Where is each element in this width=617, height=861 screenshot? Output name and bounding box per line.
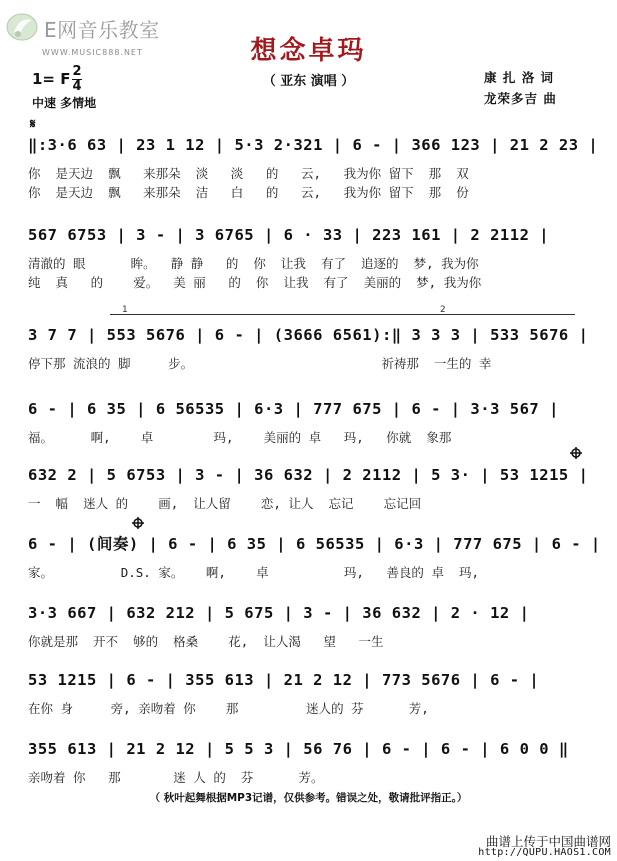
song-title: 想念卓玛 — [250, 36, 367, 66]
coda-icon — [570, 447, 582, 459]
notation-line: 355 613 | 21 2 12 | 5 5 3 | 56 76 | 6 - | 6 - | 6 0 0 ‖ — [28, 740, 569, 758]
volta-bracket-1 — [110, 314, 400, 315]
time-signature-top: 2 — [72, 64, 82, 79]
tempo-marking: 中速 多情地 — [32, 96, 97, 110]
watermark-url: WWW.MUSIC888.NET — [42, 48, 143, 57]
time-signature — [72, 66, 82, 93]
notation-line: 6 - | 6 35 | 6 56535 | 6·3 | 777 675 | 6 - | 3·3 567 | — [28, 400, 559, 418]
performer-subtitle: （ 亚东 演唱 ） — [262, 74, 355, 89]
lyric-line-1: 在你 身 旁, 亲吻着 你 那 迷人的 芬 芳, — [28, 701, 429, 716]
watermark-name: E网音乐教室 — [44, 18, 160, 42]
lyric-line-1: 你就是那 开不 够的 格桑 花, 让人渴 望 一生 — [28, 634, 384, 649]
notation-line: 53 1215 | 6 - | 355 613 | 21 2 12 | 773 5676 | 6 - | — [28, 671, 540, 689]
key-signature: 1= F — [32, 70, 71, 88]
coda-icon — [132, 517, 144, 529]
lyric-line-1: 清澈的 眼 眸。 静 静 的 你 让我 有了 追逐的 梦, 我为你 — [28, 256, 479, 271]
notation-line: ‖:3·6 63 | 23 1 12 | 5·3 2·321 | 6 - | 366 123 | 21 2 23 | — [28, 136, 599, 154]
notation-line: 6 - | (间奏) | 6 - | 6 35 | 6 56535 | 6·3 | 777 675 | 6 - | — [28, 535, 601, 553]
volta-label-1: 1 — [122, 305, 128, 315]
lyric-line-1: 你 是天边 飘 来那朵 淡 淡 的 云, 我为你 留下 那 双 — [28, 166, 469, 181]
lyric-line-2: 纯 真 的 爱。 美 丽 的 你 让我 有了 美丽的 梦, 我为你 — [28, 275, 482, 290]
lyric-line-2: 你 是天边 飘 来那朵 洁 白 的 云, 我为你 留下 那 份 — [28, 185, 469, 200]
notation-line: 632 2 | 5 6753 | 3 - | 36 632 | 2 2112 | 5 3· | 53 1215 | — [28, 466, 589, 484]
lyric-line-1: 亲吻着 你 那 迷 人 的 芬 芳。 — [28, 770, 324, 785]
lyric-line-1: 一 幅 迷人 的 画, 让人留 恋, 让人 忘记 忘记回 — [28, 496, 422, 511]
notation-line: 3 7 7 | 553 5676 | 6 - | (3666 6561):‖ 3 3 3 | 533 5676 | — [28, 326, 589, 344]
time-signature-bottom: 4 — [72, 79, 82, 94]
lyricist-credit: 康 扎 洛 词 — [484, 70, 555, 85]
composer-credit: 龙荣多吉 曲 — [484, 91, 557, 106]
volta-bracket-2 — [400, 314, 575, 315]
source-label: 曲谱上传于中国曲谱网 — [485, 834, 611, 849]
segno-icon: 𝄋 — [30, 117, 36, 132]
notation-line: 3·3 667 | 632 212 | 5 675 | 3 - | 36 632 | 2 · 12 | — [28, 604, 530, 622]
volta-label-2: 2 — [440, 305, 446, 315]
source-url: http://QUPU.HAOS1.COM — [478, 847, 611, 858]
lyric-line-1: 福。 啊, 卓 玛, 美丽的 卓 玛, 你就 象那 — [28, 430, 452, 445]
transcription-footnote: （ 秋叶起舞根据MP3记谱，仅供参考。错误之处，敬请批评指正。） — [149, 792, 468, 804]
lyric-line-1: 家。 D.S. 家。 啊, 卓 玛, 善良的 卓 玛, — [28, 565, 480, 580]
notation-line: 567 6753 | 3 - | 3 6765 | 6 · 33 | 223 161 | 2 2112 | — [28, 226, 550, 244]
lyric-line-1: 停下那 流浪的 脚 步。 祈祷那 一生的 幸 — [28, 356, 492, 371]
